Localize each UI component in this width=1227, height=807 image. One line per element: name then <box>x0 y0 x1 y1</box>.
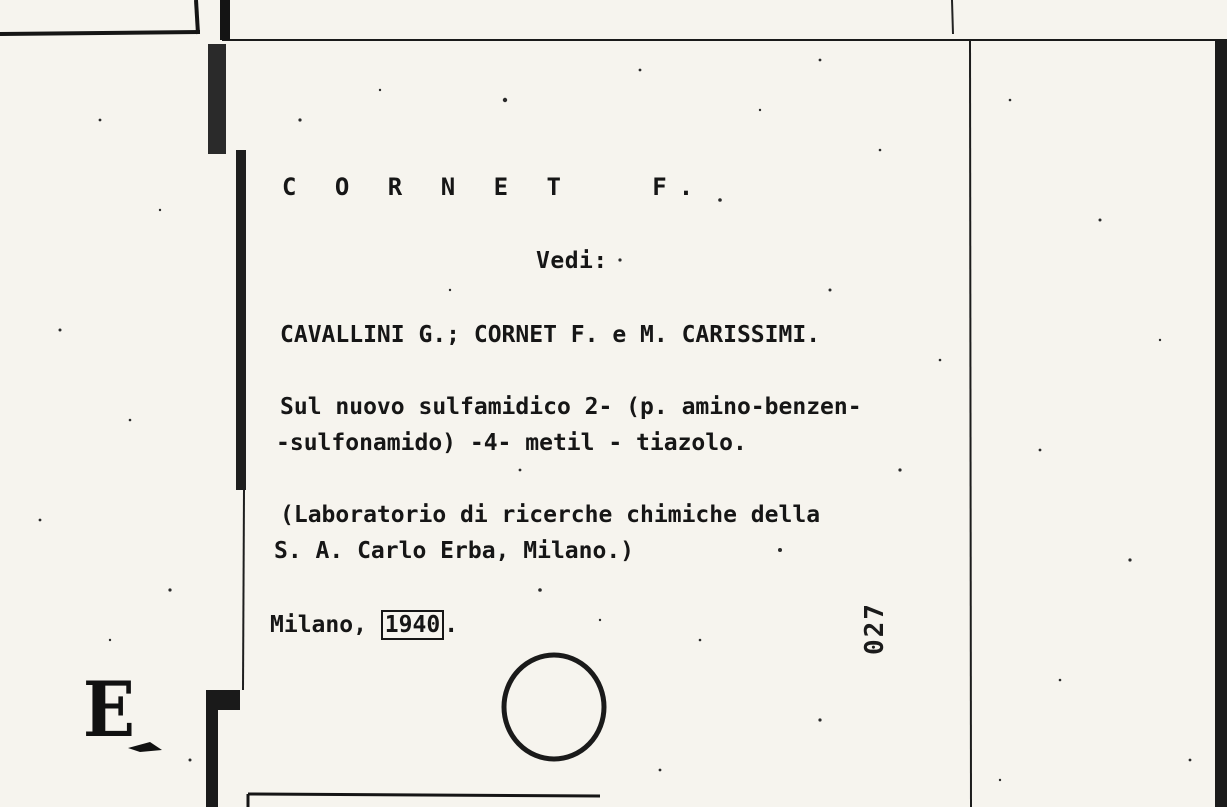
laboratory-line-1: (Laboratorio di ricerche chimiche della <box>280 502 821 528</box>
laboratory-line-2: S. A. Carlo Erba, Milano.) <box>274 538 635 564</box>
authors-line: CAVALLINI G.; CORNET F. e M. CARISSIMI. <box>280 322 821 348</box>
shelf-mark: 027 <box>860 602 890 655</box>
see-reference-label: Vedi: <box>536 248 608 274</box>
title-line-2: -sulfonamido) -4- metil - tiazolo. <box>276 430 747 456</box>
publication-place: Milano, <box>270 612 367 638</box>
index-tab-letter: E <box>82 665 136 754</box>
title-line-1: Sul nuovo sulfamidico 2- (p. amino-benzen- <box>280 394 862 420</box>
publication-year: 1940 <box>381 610 444 640</box>
year-suffix: . <box>444 612 459 638</box>
publication-place-date <box>270 610 458 640</box>
author-heading: C O R N E T F. <box>282 173 706 201</box>
